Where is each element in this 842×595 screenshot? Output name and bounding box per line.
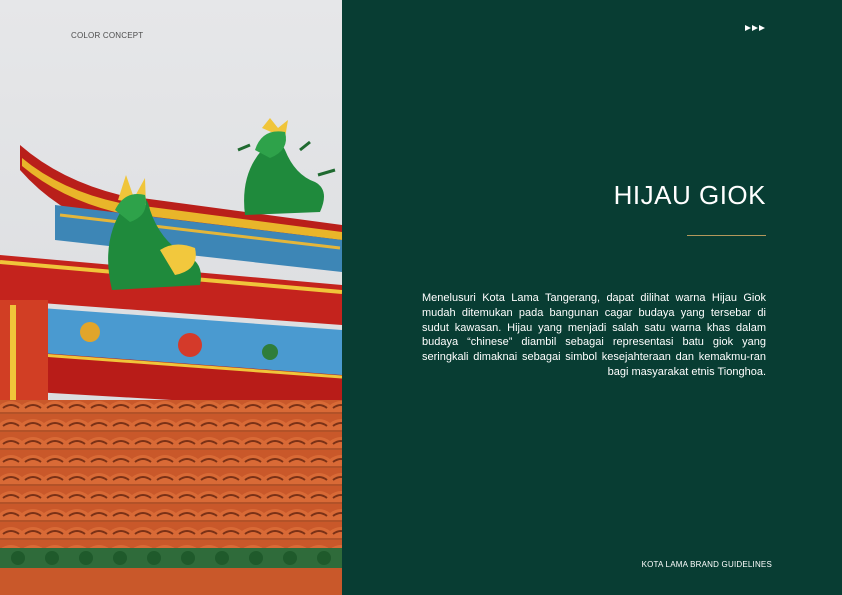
page-title: HIJAU GIOK — [613, 180, 766, 210]
title-divider — [687, 235, 766, 236]
temple-roof-photo — [0, 0, 342, 595]
photo-panel — [0, 0, 342, 595]
footer-label: KOTA LAMA BRAND GUIDELINES — [641, 560, 772, 569]
body-paragraph: Menelusuri Kota Lama Tangerang, dapat dilihat warna Hijau Giok mudah ditemukan pada bangunan cagar budaya yang tersebar di sudut kawasan. Hijau yang menjadi salah satu warna khas dalam budaya “chinese” diambil sebagai representasi batu giok yang seringkali dimaknai sebagai simbol kesejahteraan dan kemakmu-ran bagi masyarakat etnis Tionghoa. — [422, 292, 766, 378]
content-panel — [342, 0, 842, 595]
triple-play-arrows-icon[interactable] — [745, 25, 765, 31]
section-label: COLOR CONCEPT — [71, 31, 144, 40]
